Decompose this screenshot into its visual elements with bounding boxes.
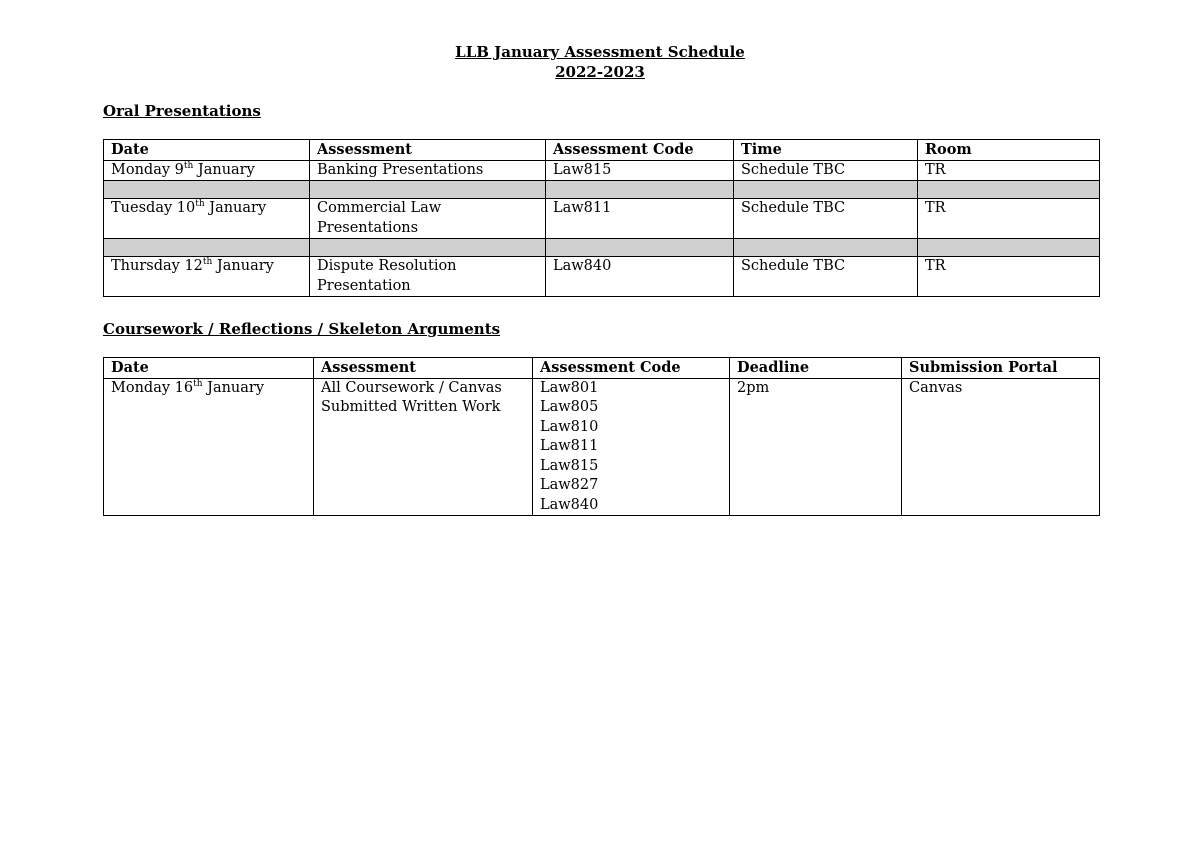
cell-time: Schedule TBC — [734, 257, 918, 297]
assessment-code: Law805 — [540, 399, 599, 415]
header-deadline: Deadline — [730, 358, 902, 379]
cell-assessment: Banking Presentations — [310, 160, 546, 181]
assessment-code: Law815 — [540, 457, 599, 474]
coursework-heading: Coursework / Reflections / Skeleton Arguments — [103, 320, 501, 338]
coursework-table — [103, 357, 1100, 516]
cell-room: TR — [918, 257, 1100, 297]
header-room: Room — [918, 140, 1100, 161]
cell-assessment: All Coursework / Canvas Submitted Written Work — [314, 378, 533, 516]
header-date: Date — [104, 140, 310, 161]
assessment-code: Law827 — [540, 477, 599, 493]
cell-time: Schedule TBC — [734, 160, 918, 181]
title-line-2: 2022-2023 — [555, 63, 645, 81]
table-row — [104, 199, 1100, 239]
cell-date: Tuesday 10th January — [104, 199, 310, 239]
cell-deadline: 2pm — [730, 378, 902, 516]
assessment-code: Law801 — [540, 379, 599, 396]
cell-room: TR — [918, 160, 1100, 181]
cell-assessment: Dispute Resolution Presentation — [310, 257, 546, 297]
assessment-code: Law840 — [540, 496, 599, 513]
oral-presentations-table — [103, 139, 1100, 297]
spacer-row — [104, 181, 1100, 199]
header-assessment-code: Assessment Code — [546, 140, 734, 161]
assessment-code: Law810 — [540, 418, 599, 435]
title-line-1: LLB January Assessment Schedule — [455, 43, 745, 61]
header-time: Time — [734, 140, 918, 161]
cell-portal: Canvas — [902, 378, 1100, 516]
cell-assessment: Commercial Law Presentations — [310, 199, 546, 239]
cell-code: Law811 — [546, 199, 734, 239]
header-assessment-code: Assessment Code — [533, 358, 730, 379]
document-title — [0, 42, 1200, 82]
cell-date: Monday 9th January — [104, 160, 310, 181]
header-date: Date — [104, 358, 314, 379]
cell-room: TR — [918, 199, 1100, 239]
cell-code: Law815 — [546, 160, 734, 181]
header-submission-portal: Submission Portal — [902, 358, 1100, 379]
assessment-code: Law811 — [540, 438, 599, 454]
table-row — [104, 257, 1100, 297]
table-header-row — [104, 358, 1100, 379]
cell-code: Law840 — [546, 257, 734, 297]
table-header-row — [104, 140, 1100, 161]
cell-date: Monday 16th January — [104, 378, 314, 516]
spacer-row — [104, 239, 1100, 257]
table-row — [104, 160, 1100, 181]
header-assessment: Assessment — [310, 140, 546, 161]
cell-date: Thursday 12th January — [104, 257, 310, 297]
oral-presentations-heading: Oral Presentations — [103, 102, 261, 120]
header-assessment: Assessment — [314, 358, 533, 379]
table-row — [104, 378, 1100, 516]
cell-time: Schedule TBC — [734, 199, 918, 239]
cell-codes — [533, 378, 730, 516]
